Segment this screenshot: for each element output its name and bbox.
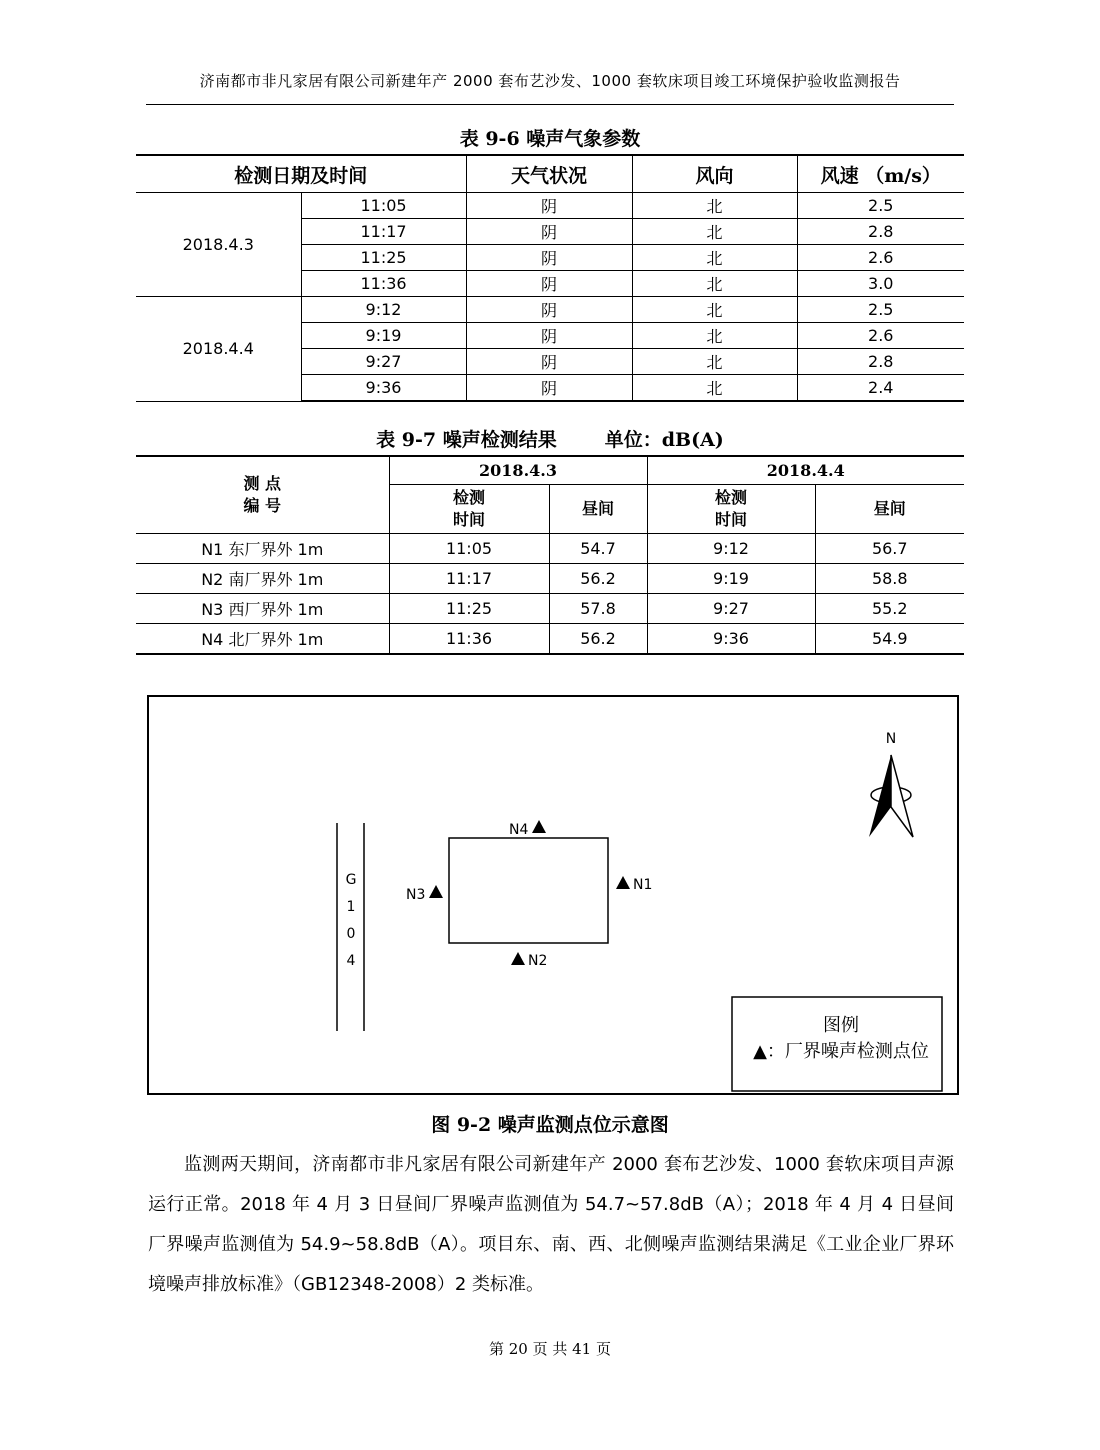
header-point-line2: 编 号	[243, 496, 282, 515]
triangle-icon	[511, 952, 525, 965]
value-cell: 54.7	[549, 534, 647, 564]
value-cell: 54.9	[815, 624, 964, 655]
time-cell: 9:36	[301, 375, 466, 402]
header-date-time: 检测日期及时间	[136, 155, 466, 193]
wind-direction-cell: 北	[632, 323, 797, 349]
weather-cell: 阴	[466, 219, 632, 245]
header-day-1: 昼间	[549, 485, 647, 534]
value-cell: 57.8	[549, 594, 647, 624]
time-cell: 11:36	[301, 271, 466, 297]
time-cell: 9:12	[301, 297, 466, 323]
wind-direction-cell: 北	[632, 349, 797, 375]
legend-title: 图例	[823, 1015, 859, 1036]
table-row	[136, 564, 964, 594]
road-label-char: 1	[346, 899, 356, 915]
time-cell: 9:12	[647, 534, 815, 564]
time-cell: 9:36	[647, 624, 815, 655]
value-cell: 56.2	[549, 564, 647, 594]
table-row	[136, 534, 964, 564]
header-time-line2: 时间	[714, 510, 747, 529]
value-cell: 55.2	[815, 594, 964, 624]
date-cell: 2018.4.3	[136, 193, 301, 297]
table-row	[136, 624, 964, 655]
header-time-2	[647, 485, 815, 534]
header-time-1	[389, 485, 549, 534]
page-number: 第 20 页 共 41 页	[488, 1340, 611, 1358]
north-label: N	[885, 731, 897, 747]
north-arrow-icon	[869, 755, 913, 837]
value-cell: 58.8	[815, 564, 964, 594]
wind-direction-cell: 北	[632, 271, 797, 297]
page-header: 济南都市非凡家居有限公司新建年产 2000 套布艺沙发、1000 套软床项目竣工环境保护验收监测报告	[199, 72, 901, 90]
table-9-7-caption	[136, 425, 964, 452]
table-row	[136, 297, 964, 323]
legend-item: ▲：厂界噪声检测点位	[753, 1041, 929, 1062]
triangle-icon	[429, 885, 443, 898]
value-cell: 56.2	[549, 624, 647, 655]
header-weather: 天气状况	[466, 155, 632, 193]
point-cell: N2 南厂界外 1m	[136, 564, 389, 594]
point-cell: N4 北厂界外 1m	[136, 624, 389, 655]
wind-direction-cell: 北	[632, 375, 797, 402]
point-label-n1: N1	[633, 877, 653, 893]
triangle-icon	[532, 820, 546, 833]
weather-cell: 阴	[466, 323, 632, 349]
conclusion-paragraph: 监测两天期间，济南都市非凡家居有限公司新建年产 2000 套布艺沙发、1000 套软床项目声源运行正常。2018 年 4 月 3 日昼间厂界噪声监测值为 54.7~57.8dB（A）；2018 年 4 月 4 日昼间厂界噪声监测值为 54.9~58.8dB（A）。项目东、南、西、北侧噪声监测结果满足《工业企业厂界环境噪声排放标准》（GB12348-2008）2 类标准。	[148, 1154, 954, 1295]
wind-direction-cell: 北	[632, 297, 797, 323]
header-day-2: 昼间	[815, 485, 964, 534]
road-label-char: 4	[346, 953, 356, 969]
weather-cell: 阴	[466, 375, 632, 402]
point-cell: N3 西厂界外 1m	[136, 594, 389, 624]
time-cell: 9:27	[647, 594, 815, 624]
point-label-n2: N2	[528, 953, 548, 969]
wind-speed-cell: 2.5	[797, 297, 964, 323]
time-cell: 9:27	[301, 349, 466, 375]
date-cell: 2018.4.4	[136, 297, 301, 402]
wind-direction-cell: 北	[632, 245, 797, 271]
time-cell: 11:05	[301, 193, 466, 219]
header-time-line2: 时间	[452, 510, 485, 529]
weather-cell: 阴	[466, 193, 632, 219]
header-divider	[146, 104, 954, 105]
header-wind-speed: 风速 （m/s）	[797, 155, 964, 193]
time-cell: 11:05	[389, 534, 549, 564]
header-point-line1: 测 点	[243, 474, 282, 493]
time-cell: 11:25	[389, 594, 549, 624]
time-cell: 11:36	[389, 624, 549, 655]
weather-parameters-table	[136, 154, 964, 402]
header-time-line1: 检测	[714, 488, 747, 507]
wind-direction-cell: 北	[632, 219, 797, 245]
point-cell: N1 东厂界外 1m	[136, 534, 389, 564]
point-label-n4: N4	[509, 822, 529, 838]
header-time-line1: 检测	[452, 488, 485, 507]
header-point	[136, 456, 389, 534]
wind-speed-cell: 3.0	[797, 271, 964, 297]
road-label-char: G	[345, 872, 357, 888]
weather-cell: 阴	[466, 271, 632, 297]
time-cell: 9:19	[647, 564, 815, 594]
site-boundary	[449, 838, 608, 943]
point-label-n3: N3	[406, 887, 426, 903]
header-wind-direction: 风向	[632, 155, 797, 193]
table-9-6-caption: 表 9-6 噪声气象参数	[459, 128, 641, 150]
noise-results-table	[136, 455, 964, 655]
triangle-icon	[616, 876, 630, 889]
wind-speed-cell: 2.8	[797, 219, 964, 245]
table-9-7-unit: 单位：dB(A)	[604, 429, 724, 451]
monitoring-point-map	[147, 695, 959, 1095]
wind-speed-cell: 2.6	[797, 245, 964, 271]
table-row	[136, 594, 964, 624]
map-drawing	[149, 697, 957, 1093]
figure-9-2-caption: 图 9-2 噪声监测点位示意图	[431, 1114, 669, 1136]
wind-speed-cell: 2.4	[797, 375, 964, 402]
wind-speed-cell: 2.6	[797, 323, 964, 349]
wind-direction-cell: 北	[632, 193, 797, 219]
time-cell: 11:17	[301, 219, 466, 245]
header-date-1: 2018.4.3	[389, 456, 647, 485]
wind-speed-cell: 2.5	[797, 193, 964, 219]
wind-speed-cell: 2.8	[797, 349, 964, 375]
weather-cell: 阴	[466, 245, 632, 271]
weather-cell: 阴	[466, 349, 632, 375]
header-date-2: 2018.4.4	[647, 456, 964, 485]
value-cell: 56.7	[815, 534, 964, 564]
table-row	[136, 193, 964, 219]
road-label-char: 0	[346, 926, 356, 942]
time-cell: 11:25	[301, 245, 466, 271]
table-9-7-title: 表 9-7 噪声检测结果	[376, 429, 557, 451]
time-cell: 11:17	[389, 564, 549, 594]
weather-cell: 阴	[466, 297, 632, 323]
time-cell: 9:19	[301, 323, 466, 349]
